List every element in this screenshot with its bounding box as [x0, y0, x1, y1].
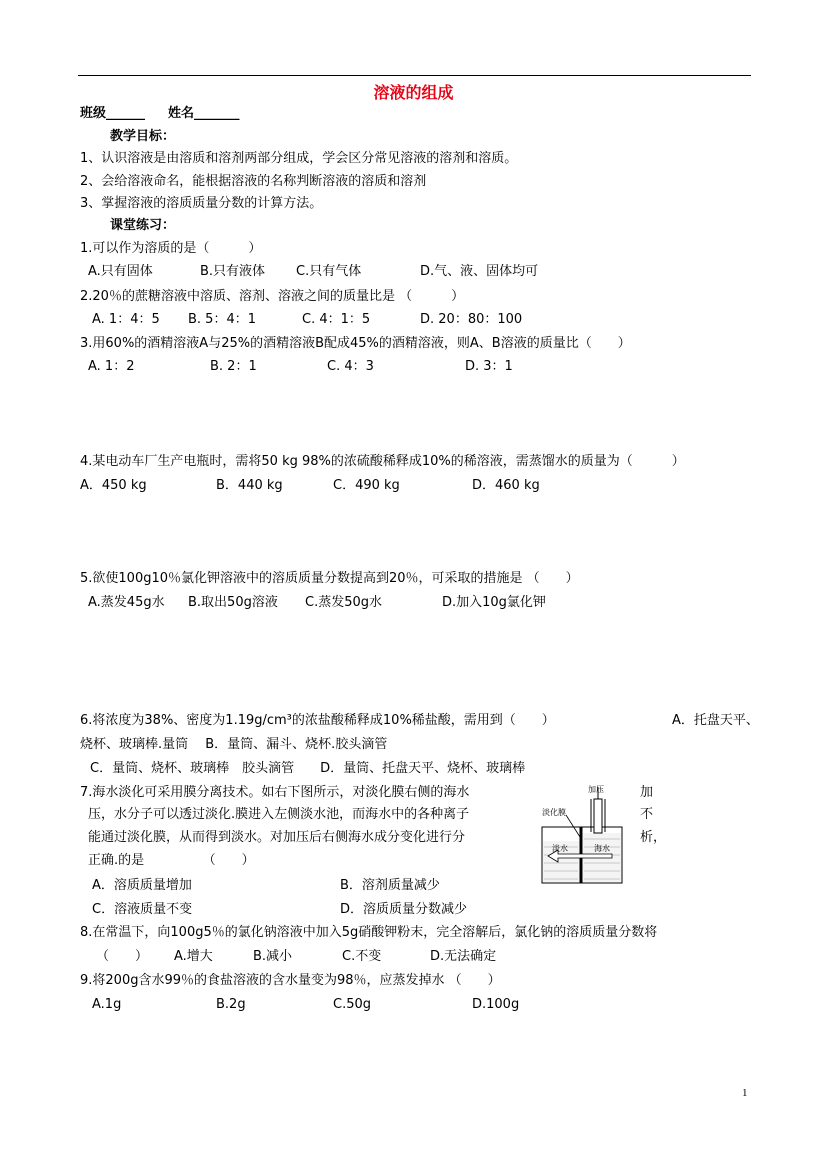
q3-stem: 3.用60%的酒精溶液A与25%的酒精溶液B配成45%的酒精溶液，则A、B溶液的质量比（ ）	[80, 336, 631, 351]
q3-option-c: C. 4：3	[327, 359, 374, 374]
goal-1: 1、认识溶液是由溶质和溶剂两部分组成，学会区分常见溶液的溶剂和溶质。	[80, 151, 518, 166]
q6-line3: C．量筒、烧杯、玻璃棒 胶头滴管 D．量筒、托盘天平、烧杯、玻璃棒	[90, 761, 526, 776]
q9-option-c: C.50g	[333, 997, 372, 1012]
q1-option-b: B.只有液体	[200, 264, 266, 279]
diagram-label-sea: 海水	[594, 844, 610, 853]
class-label: 班级______	[80, 106, 146, 121]
diagram-label-pressure: 加压	[588, 785, 604, 794]
q9-option-a: A.1g	[92, 997, 122, 1012]
q2-option-a: A. 1：4：5	[92, 312, 160, 327]
q4-option-d: D．460 kg	[472, 478, 540, 493]
diagram-label-membrane: 淡化膜	[542, 808, 566, 817]
q1-option-d: D.气、液、固体均可	[420, 264, 539, 279]
q5-option-a: A.蒸发45g水	[88, 595, 165, 610]
q6-line2: 烧杯、玻璃棒.量筒 B．量筒、漏斗、烧杯.胶头滴管	[80, 737, 388, 752]
q4-option-a: A．450 kg	[80, 478, 147, 493]
q8-option-d: D.无法确定	[430, 949, 497, 964]
q4-option-b: B．440 kg	[216, 478, 283, 493]
q7-option-b: B．溶剂质量减少	[340, 878, 440, 893]
q7-option-c: C．溶液质量不变	[92, 902, 193, 917]
q8-option-a: A.增大	[174, 949, 213, 964]
q8-option-b: B.减小	[253, 949, 293, 964]
q2-option-b: B. 5：4：1	[188, 312, 256, 327]
q1-stem: 1.可以作为溶质的是（ ）	[80, 241, 262, 256]
q8-stem: 8.在常温下，向100g5％的氯化钠溶液中加入5g硝酸钾粉末，完全溶解后，氯化钠的溶质质量分数将	[80, 925, 658, 940]
q2-option-c: C. 4：1：5	[302, 312, 371, 327]
q1-option-a: A.只有固体	[88, 264, 153, 279]
diagram-label-fresh: 淡水	[552, 844, 568, 853]
q7-option-a: A．溶质质量增加	[92, 878, 192, 893]
q7-option-d: D．溶质质量分数减少	[340, 902, 468, 917]
q4-stem: 4.某电动车厂生产电瓶时，需将50 kg 98%的浓硫酸稀释成10%的稀溶液，需蒸馏水的质量为（ ）	[80, 454, 685, 469]
q7-line2: 压，水分子可以透过淡化.膜进入左侧淡水池，而海水中的各种离子	[88, 807, 470, 822]
q5-option-b: B.取出50g溶液	[188, 595, 278, 610]
header-rule	[78, 75, 751, 76]
q3-option-d: D. 3：1	[465, 359, 513, 374]
page-number: 1	[742, 1087, 748, 1099]
q3-option-a: A. 1：2	[88, 359, 135, 374]
q9-option-d: D.100g	[472, 997, 520, 1012]
section-goals: 教学目标：	[110, 129, 176, 144]
q7-line1: 7.海水淡化可采用膜分离技术。如右下图所示，对淡化膜右侧的海水	[80, 785, 470, 800]
q8-option-c: C.不变	[342, 949, 382, 964]
q2-stem: 2.20％的蔗糖溶液中溶质、溶剂、溶液之间的质量比是 （ ）	[80, 289, 465, 304]
q6-option-a: A．托盘天平、	[672, 713, 759, 728]
q5-stem: 5.欲使100g10％氯化钾溶液中的溶质质量分数提高到20％，可采取的措施是 （ ）	[80, 571, 579, 586]
q6-stem: 6.将浓度为38%、密度为1.19g/cm³的浓盐酸稀释成10%稀盐酸，需用到（ ）	[80, 713, 555, 728]
page-title: 溶液的组成	[373, 83, 454, 102]
q9-option-b: B.2g	[216, 997, 246, 1012]
goal-3: 3、掌握溶液的溶质质量分数的计算方法。	[80, 196, 323, 211]
q5-option-d: D.加入10g氯化钾	[442, 595, 546, 610]
q7-line4: 正确.的是 （ ）	[88, 853, 255, 868]
name-label: 姓名_______	[168, 106, 240, 121]
membrane-diagram	[538, 785, 624, 887]
q7-side-3: 析，	[640, 830, 667, 845]
q9-stem: 9.将200g含水99％的食盐溶液的含水量变为98％，应蒸发掉水 （ ）	[80, 973, 501, 988]
q7-side-1: 加	[640, 785, 654, 800]
q3-option-b: B. 2：1	[210, 359, 257, 374]
q4-option-c: C．490 kg	[333, 478, 400, 493]
section-practice: 课堂练习：	[110, 218, 176, 233]
q1-option-c: C.只有气体	[296, 264, 362, 279]
q7-line3: 能通过淡化膜，从而得到淡水。对加压后右侧海水成分变化进行分	[88, 830, 466, 845]
q8-line2: （ ）	[96, 949, 149, 964]
q2-option-d: D. 20：80：100	[420, 312, 523, 327]
goal-2: 2、会给溶液命名，能根据溶液的名称判断溶液的溶质和溶剂	[80, 174, 427, 189]
q5-option-c: C.蒸发50g水	[305, 595, 383, 610]
q7-side-2: 不	[640, 807, 654, 822]
